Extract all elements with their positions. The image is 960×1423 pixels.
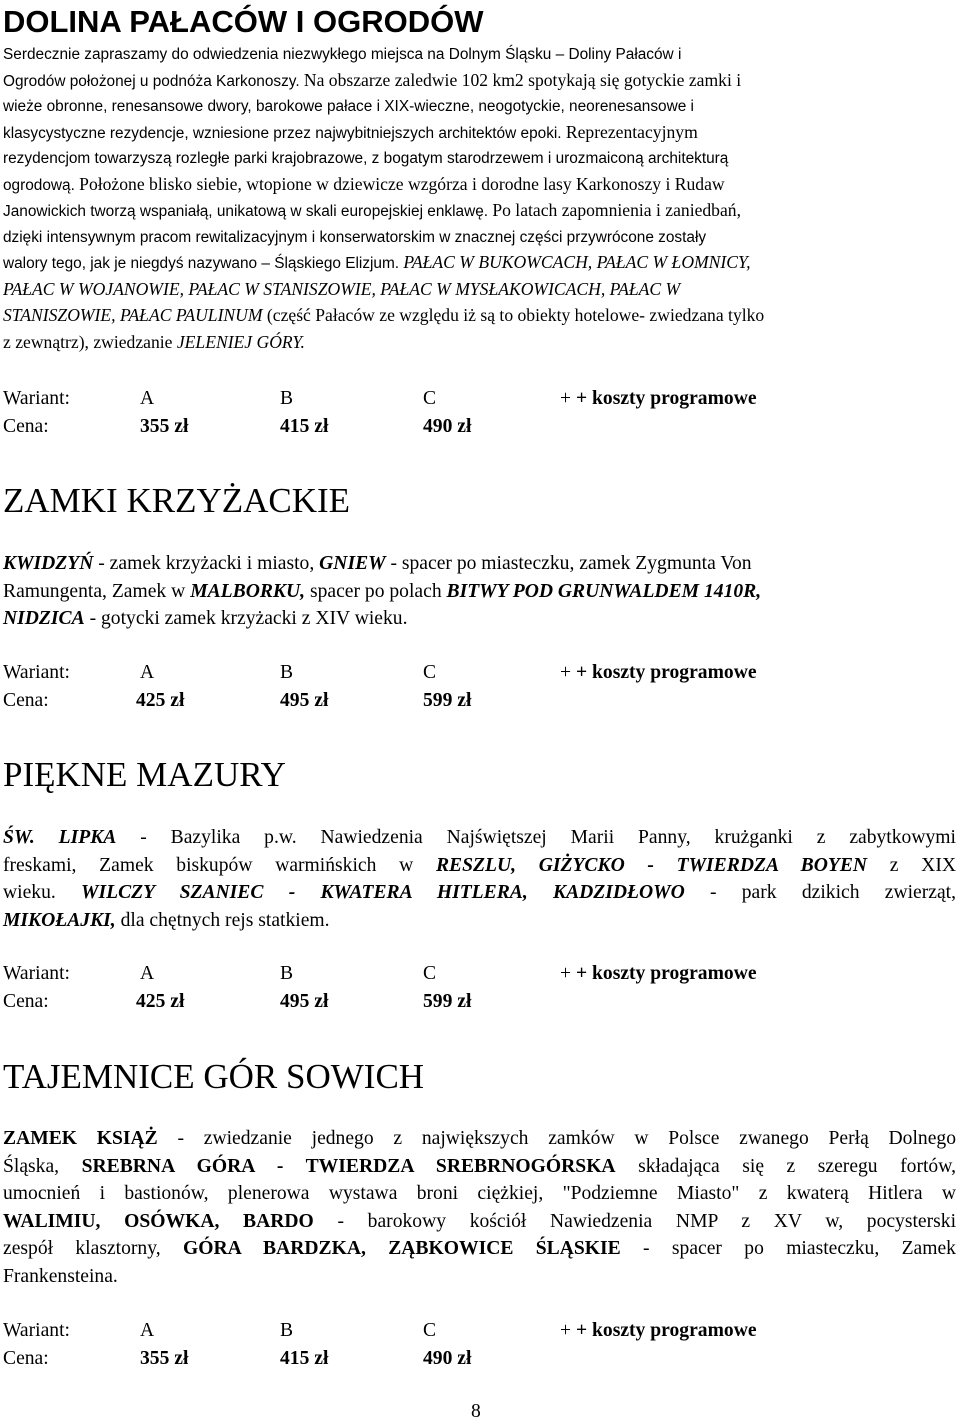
price-c: 599 zł (423, 990, 472, 1012)
price-a: 425 zł (136, 689, 185, 711)
text-line (3, 824, 956, 852)
variant-label: Wariant: (3, 388, 70, 409)
text-run: PAŁAC W WOJANOWIE, PAŁAC W STANISZOWIE, PAŁAC W MYSŁAKOWICACH, PAŁAC W (3, 278, 681, 299)
text-run: Reprezentacyjnym (565, 121, 698, 142)
section-text-zamki (3, 550, 956, 633)
text-run: - spacer po miasteczku, zamek Zygmunta Von (385, 553, 752, 574)
text-line (3, 1235, 956, 1263)
text-line (3, 578, 956, 606)
variant-a: A (140, 388, 155, 409)
text-line (3, 225, 955, 251)
text-run: - zamek krzyżacki i miasto, (93, 553, 320, 574)
text-line (3, 94, 955, 120)
variant-c: C (423, 1320, 437, 1341)
text-run: dzięki intensywnym pracom rewitalizacyjnym i konserwatorskim w znacznej części przywrócone zostały (3, 228, 707, 246)
price-b: 495 zł (280, 689, 329, 711)
section-text-dolina (3, 42, 955, 356)
text-run: Śląska, (3, 1155, 82, 1177)
text-run: SREBRNA GÓRA - TWIERDZA SREBRNOGÓRSKA (81, 1155, 616, 1177)
variant-label: Wariant: (3, 662, 70, 683)
price-b: 415 zł (280, 1347, 329, 1369)
text-run: KWIDZYŃ (3, 553, 94, 574)
text-run: freskami, Zamek biskupów warmińskich w (3, 854, 436, 876)
text-run: ogrodową. (3, 176, 80, 194)
text-run: Ogrodów położonej u podnóża Karkonoszy. (3, 72, 304, 90)
price-label: Cena: (3, 990, 49, 1012)
text-run: BITWY POD GRUNWALDEM 1410R, (446, 580, 762, 602)
section-text-mazury (3, 824, 956, 934)
text-run: Janowickich tworzą wspaniałą, unikatową w skali europejskiej enklawę. (3, 203, 493, 220)
variant-b: B (280, 388, 294, 409)
text-run: składająca się z szeregu fortów, (615, 1155, 956, 1177)
variant-b: B (280, 662, 294, 683)
text-run: JELENIEJ GÓRY. (176, 331, 305, 352)
variant-label: Wariant: (3, 963, 70, 984)
text-line (3, 42, 955, 68)
price-label: Cena: (3, 1347, 49, 1369)
text-line (3, 68, 955, 95)
text-run: wieże obronne, renesansowe dwory, barokowe pałace i XIX-wieczne, neogotyckie, neorenesansowe i (3, 98, 694, 115)
text-run: walory tego, jak je niegdyś nazywano – Śląskiego Elizjum. (3, 255, 404, 272)
text-run: GNIEW (319, 553, 386, 574)
text-run: - zwiedzanie jednego z największych zamków w Polsce zwanego Perłą Dolnego (157, 1128, 956, 1149)
section-title-dolina: DOLINA PAŁACÓW I OGRODÓW (3, 4, 484, 39)
text-run: spacer po polach (305, 580, 447, 602)
text-line (3, 146, 955, 172)
text-line (3, 172, 955, 199)
extra-costs-label: + + koszty programowe (560, 963, 757, 984)
price-a: 355 zł (140, 1347, 189, 1369)
text-run: (część Pałaców ze względu iż są to obiekty hotelowe- zwiedzana tylko (266, 305, 765, 325)
text-run: MALBORKU, (190, 580, 306, 602)
section-title-gory-sowie: TAJEMNICE GÓR SOWICH (3, 1057, 425, 1096)
text-run: RESZLU, GIŻYCKO - TWIERDZA BOYEN (435, 854, 868, 876)
text-line (3, 1180, 956, 1208)
extra-costs-text: + koszty programowe (575, 1320, 757, 1341)
text-line (3, 907, 956, 935)
text-line (3, 1263, 956, 1291)
variant-b: B (280, 1320, 294, 1341)
text-line (3, 120, 955, 147)
text-run: Serdecznie zapraszamy do odwiedzenia niezwykłego miejsca na Dolnym Śląsku – Doliny Pałaców i (3, 46, 682, 63)
price-b: 415 zł (280, 415, 329, 437)
variant-b: B (280, 963, 294, 984)
text-line (3, 277, 955, 304)
variant-a: A (140, 662, 155, 683)
price-c: 490 zł (423, 1347, 472, 1369)
text-line (3, 605, 956, 633)
price-label: Cena: (3, 415, 49, 437)
text-line (3, 303, 955, 330)
text-run: MIKOŁAJKI, (3, 909, 116, 931)
text-run: - spacer po miasteczku, Zamek (620, 1238, 956, 1259)
text-run: WALIMIU, OSÓWKA, BARDO (3, 1210, 314, 1232)
text-line (3, 1208, 956, 1236)
text-run: rezydencjom towarzyszą rozległe parki krajobrazowe, z bogatym starodrzewem i urozmaiconą architekturą (3, 150, 729, 167)
text-run: - gotycki zamek krzyżacki z XIV wieku. (84, 608, 408, 629)
text-run: wieku. (3, 882, 82, 903)
text-run: Na obszarze zaledwie 102 km2 spotykają się gotyckie zamki i (303, 69, 742, 90)
text-line (3, 550, 956, 578)
text-run: - barokowy kościół Nawiedzenia NMP z XV w, pocysterski (313, 1210, 957, 1232)
text-line (3, 879, 956, 907)
text-run: Po latach zapomnienia i zaniedbań, (492, 200, 741, 220)
extra-costs-label: + + koszty programowe (560, 388, 757, 409)
extra-costs-text: + koszty programowe (575, 963, 757, 984)
extra-costs-text: + koszty programowe (575, 388, 757, 409)
text-run: STANISZOWIE, PAŁAC PAULINUM (3, 305, 267, 325)
text-run: ZAMEK KSIĄŻ (3, 1128, 158, 1149)
variant-label: Wariant: (3, 1320, 70, 1341)
price-label: Cena: (3, 689, 49, 711)
text-run: NIDZICA (3, 608, 85, 629)
price-a: 425 zł (136, 990, 185, 1012)
extra-costs-label: + + koszty programowe (560, 1320, 757, 1341)
price-b: 495 zł (280, 990, 329, 1012)
text-run: Położone blisko siebie, wtopione w dziewicze wzgórza i dorodne lasy Karkonoszy i Rudaw (79, 173, 725, 194)
text-line (3, 1153, 956, 1181)
text-run: z XIX (867, 854, 956, 876)
text-run: - park dzikich zwierząt, (684, 882, 956, 903)
variant-a: A (140, 963, 155, 984)
section-title-mazury: PIĘKNE MAZURY (3, 755, 286, 794)
page-number: 8 (471, 1401, 481, 1422)
text-line (3, 1125, 956, 1153)
variant-c: C (423, 963, 437, 984)
text-line (3, 250, 955, 277)
text-run: Frankensteina. (3, 1265, 118, 1287)
variant-c: C (423, 662, 437, 683)
text-run: ŚW. LIPKA (3, 827, 117, 848)
text-run: umocnień i bastionów, plenerowa wystawa broni ciężkiej, "Podziemne Miasto" z kwaterą Hitlera w (3, 1183, 956, 1204)
section-text-gory-sowie (3, 1125, 956, 1290)
section-title-zamki: ZAMKI KRZYŻACKIE (3, 481, 351, 520)
text-run: dla chętnych rejs statkiem. (115, 909, 330, 931)
text-run: Ramungenta, Zamek w (3, 580, 191, 602)
extra-costs-label: + + koszty programowe (560, 662, 757, 683)
price-c: 599 zł (423, 689, 472, 711)
variant-a: A (140, 1320, 155, 1341)
text-line (3, 330, 955, 357)
variant-c: C (423, 388, 437, 409)
text-run: PAŁAC W BUKOWCACH, PAŁAC W ŁOMNICY, (403, 252, 751, 272)
price-a: 355 zł (140, 415, 189, 437)
extra-costs-text: + koszty programowe (575, 662, 757, 683)
price-c: 490 zł (423, 415, 472, 437)
text-run: GÓRA BARDZKA, ZĄBKOWICE ŚLĄSKIE (182, 1238, 621, 1259)
text-line (3, 852, 956, 880)
text-run: zespół klasztorny, (3, 1238, 183, 1259)
text-run: WILCZY SZANIEC - KWATERA HITLERA, KADZIDŁOWO (81, 882, 685, 903)
text-run: z zewnątrz), zwiedzanie (3, 331, 177, 352)
text-run: - Bazylika p.w. Nawiedzenia Najświętszej Marii Panny, krużganki z zabytkowymi (116, 827, 956, 848)
text-run: klasycystyczne rezydencje, wzniesione przez najwybitniejszych architektów epoki. (3, 124, 566, 142)
text-line (3, 198, 955, 225)
